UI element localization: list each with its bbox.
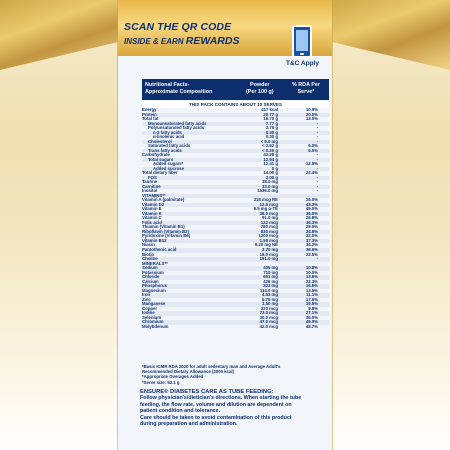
nutrient-rda: 22.3% [305,278,318,284]
nutrient-rda: 36.3% [305,219,318,225]
nutrient-rda: 19.5% [305,301,318,307]
nutrient-rda: 48.7% [305,323,318,329]
nutrient-rda: - [316,188,318,194]
phone-icon [292,25,312,58]
nutrient-name: Vitamin B12 [142,237,167,243]
nutrient-rda: 29.0% [305,224,318,230]
nutrient-name: Chromium [142,319,164,325]
nutrient-name: α-linolenic acid [153,134,185,140]
nutrient-name: Phosphorus [142,283,168,289]
nutrient-name: Biotin [142,251,155,257]
nutrient-rda: 49.0% [305,206,318,212]
nutrient-value: 0 g [271,165,278,171]
nutrient-name: Choline [142,256,158,262]
nutrient-value: 16.70 g [263,116,278,122]
nutrient-value: 405 mg [263,265,278,271]
nutrition-table-header [142,79,329,100]
nutrient-value: 830 mcg [260,228,278,234]
nutrient-name: MINERALS** [142,260,168,266]
nutrient-name: Riboflavin (Vitamin B2) [142,228,189,234]
qr-title: SCAN THE QR CODE [124,21,232,33]
nutrition-table-body [142,108,329,329]
nutrient-rda: - [316,256,318,262]
nutrient-name: Monounsaturated fatty acids [148,120,207,126]
nutrient-rda: 9.8% [308,305,318,311]
nutrient-value: 710 mg [263,269,278,275]
nutrient-rda: 16.0% [305,197,318,203]
nutrient-rda: 13.6% [305,274,318,280]
serves-note: THIS PACK CONTAINS ABOUT 10 SERVES [142,101,329,108]
nutrient-name: Pantothenic acid [142,246,177,252]
nutrient-rda: 24.4% [305,170,318,176]
nutrient-value: 1.58 mcg [259,237,278,243]
qr-subtitle-big: REWARDS [185,35,240,47]
nutrient-rda: - [316,129,318,135]
nutrient-value: 38.0 mcg [259,210,278,216]
nutrient-value: 318 mcg RE [253,197,278,203]
nutrient-rda: 32.0% [305,233,318,239]
qr-subtitle-small: INSIDE & EARN [124,37,184,46]
nutrient-rda: 13.0% [305,116,318,122]
nutrient-value: < 6.0 mg [260,138,278,144]
nutrient-value: < 0.20 g [262,147,278,153]
nutrient-rda: 13.5% [305,287,318,293]
nutrient-rda: 43.3% [305,201,318,207]
nutrient-name: Added sucrose [153,165,185,171]
nutrient-rda: 23.5% [305,251,318,257]
nutrient-rda: - [316,174,318,180]
nutrient-value: 9.5 mg α-TE [253,206,278,212]
nutrient-name: Carnitine [142,183,161,189]
nutrient-value: 114.0 mg [259,287,278,293]
nutrient-rda: 10.9% [305,107,318,112]
nutrient-name: Copper [142,305,158,311]
tc-apply: T&C Apply [286,60,319,67]
nutrient-name: Total sugars [148,156,174,162]
nutrient-name: Saturated fatty acids [148,143,191,149]
nutrient-rda: 17.6% [305,296,318,302]
table-row [142,325,329,330]
tube-feeding-instructions: ENSURE® DIABETES CARE AS TUBE FEEDING: Follow physician's/dietician's directions. When starting the tube feeding, the flow rate, volume and dilution are dependent on patient condition and tolerance. Care should be taken to avoid contamination of this product during preparation and administration. [140,389,330,427]
nutrient-name: Manganese [142,301,166,307]
nutrient-name: Total dietary fiber [142,170,178,176]
nutrient-name: Selenium [142,314,162,320]
nutrient-name: Pyridoxine (Vitamin B6) [142,233,191,239]
nutrient-value: 0.30 g [265,134,278,140]
nutrient-name: Niacin [142,242,155,248]
nutrient-name: Added sugars* [153,161,184,167]
nutrient-value: 122 mcg [260,219,278,225]
nutrient-value: 1.50 mg [261,301,278,307]
nutrient-rda: - [316,138,318,144]
nutrient-name: Taurine [142,179,158,185]
nutrient-rda: 12.9% [305,161,318,167]
header-name-col: Nutritional Facts- Approximate Composition [145,82,213,95]
gold-side-right [332,0,450,450]
nutrient-name: Thiamin (Vitamin B1) [142,224,185,230]
nutrient-value: 14.00 g [263,170,278,176]
nutrient-value: 323 mg [263,283,278,289]
gold-side-left [0,0,118,450]
nutrient-value: 12.5 mcg [259,201,278,207]
nutrient-rda: 36.0% [305,314,318,320]
nutrient-name: Vitamin C [142,215,162,221]
nutrient-rda: 10.0% [305,269,318,275]
nutrient-rda: 24.8% [305,228,318,234]
nutrient-name: Iron [142,292,151,298]
nutrient-value: 5.75 mg [261,296,278,302]
nutrient-name: Vitamin E [142,206,162,212]
nutrient-rda: 38.6% [305,246,318,252]
nutrient-value: 30.0 mcg [259,314,278,320]
nutrient-rda: - [316,156,318,162]
nutrient-value: 18.0 mcg [259,251,278,257]
nutrient-rda: 20.0% [305,111,318,117]
nutrient-rda: - [316,165,318,171]
nutrient-value: 191.0 mg [259,256,278,262]
nutrient-value: 42.0 mcg [259,323,278,329]
nutrient-name: n-3 fatty acids [153,129,182,135]
nutrient-name: Cholesterol [148,138,172,144]
nutrient-rda: - [316,183,318,189]
nutrient-value: 2.00 g [265,174,278,180]
qr-banner [118,0,332,56]
nutrient-name: Iodine [142,310,155,316]
nutrient-value: 601 mg [263,274,278,280]
nutrient-value: 73.0 mcg [259,310,278,316]
nutrient-name: Energy [142,107,157,112]
nutrient-name: Inositol [142,188,158,194]
nutrient-value: 4.53 mg [261,292,278,298]
nutrient-rda: 34.2% [305,242,318,248]
nutrient-rda: 36.0% [305,210,318,216]
nutrient-rda: - [316,179,318,185]
edge-line-right [332,0,333,450]
nutrient-value: 320 mcg [260,305,278,311]
nutrient-name: Trans fatty acids [148,147,182,153]
header-value-col: Powder (Per 100 g) [246,82,274,95]
nutrient-name: Magnesium [142,287,166,293]
nutrient-rda: 27.1% [305,310,318,316]
nutrient-name: VITAMINS** [142,192,166,198]
nutrient-name: Carbohydrate [142,152,170,158]
nutrient-name: Total fat [142,116,159,122]
nutrient-value: 1536.0 mg [257,188,278,194]
nutrient-value: 3.70 mg [261,246,278,252]
nutrient-value: 42.28 g [263,152,278,158]
nutrient-rda: 49.0% [305,319,318,325]
nutrient-rda: 37.3% [305,237,318,243]
nutrient-name: Protein [142,111,157,117]
nutrition-panel [118,0,332,450]
nutrient-name: Folic acid [142,219,162,225]
nutrient-value: 417 kcal [261,107,278,112]
nutrient-value: 20.77 g [263,111,278,117]
nutrient-name: Sodium [142,265,158,271]
nutrient-value: 12.94 g [263,156,278,162]
nutrient-name: Vitamin K [142,210,162,216]
nutrient-value: 38.0 mg [261,179,278,185]
nutrient-rda: 5.0% [308,147,318,153]
nutrient-rda: 10.8% [305,265,318,271]
nutrient-rda: 6.0% [308,143,318,149]
nutrient-name: Polyunsaturated fatty acids [148,125,205,131]
nutrient-value: 3.76 g [265,125,278,131]
nutrient-rda: - [316,120,318,126]
nutrient-value: 33.0 mg [261,183,278,189]
nutrient-name: Vitamin A (palmitate) [142,197,185,203]
nutrient-value: 91.0 mg [261,215,278,221]
nutrient-name: Potassium [142,269,164,275]
nutrient-rda: - [316,125,318,131]
nutrient-value: 0.30 g [265,129,278,135]
nutrient-value: 780 mcg [260,224,278,230]
nutrient-rda: 16.8% [305,283,318,289]
nutrient-value: < 2.52 g [262,143,278,149]
nutrient-value: 426 mg [263,278,278,284]
nutrient-value: 9.20 mg NE [254,242,278,248]
nutrient-name: Molybdenum [142,323,169,329]
nutrient-name: FOS [148,174,157,180]
nutrient-name: Calcium [142,278,159,284]
qr-subtitle [124,35,239,47]
nutrient-name: Chloride [142,274,160,280]
nutrient-rda: - [316,134,318,140]
instructions-heading: ENSURE® DIABETES CARE AS TUBE FEEDING: [140,389,274,395]
nutrient-name: Vitamin D2 [142,201,165,207]
nutrient-value: 12.41 g [263,161,278,167]
header-rda-col: % RDA Per Serve* [292,82,320,95]
nutrient-rda: - [316,152,318,158]
nutrient-value: 1200 mcg [258,233,278,239]
nutrient-rda: 11.1% [306,292,318,298]
nutrient-value: 47.0 mcg [259,319,278,325]
table-footnotes: *Basis ICMR RDA 2020 for adult sedentary man and Average Adult's Recommended Dietary Allowance (2000 kcal) *Appropriate Overages Added *Serve size: 52.1 g [142,364,281,385]
nutrient-value: 7.77 g [265,120,278,126]
nutrient-rda: 26.8% [305,215,318,221]
nutrient-name: Zinc [142,296,151,302]
